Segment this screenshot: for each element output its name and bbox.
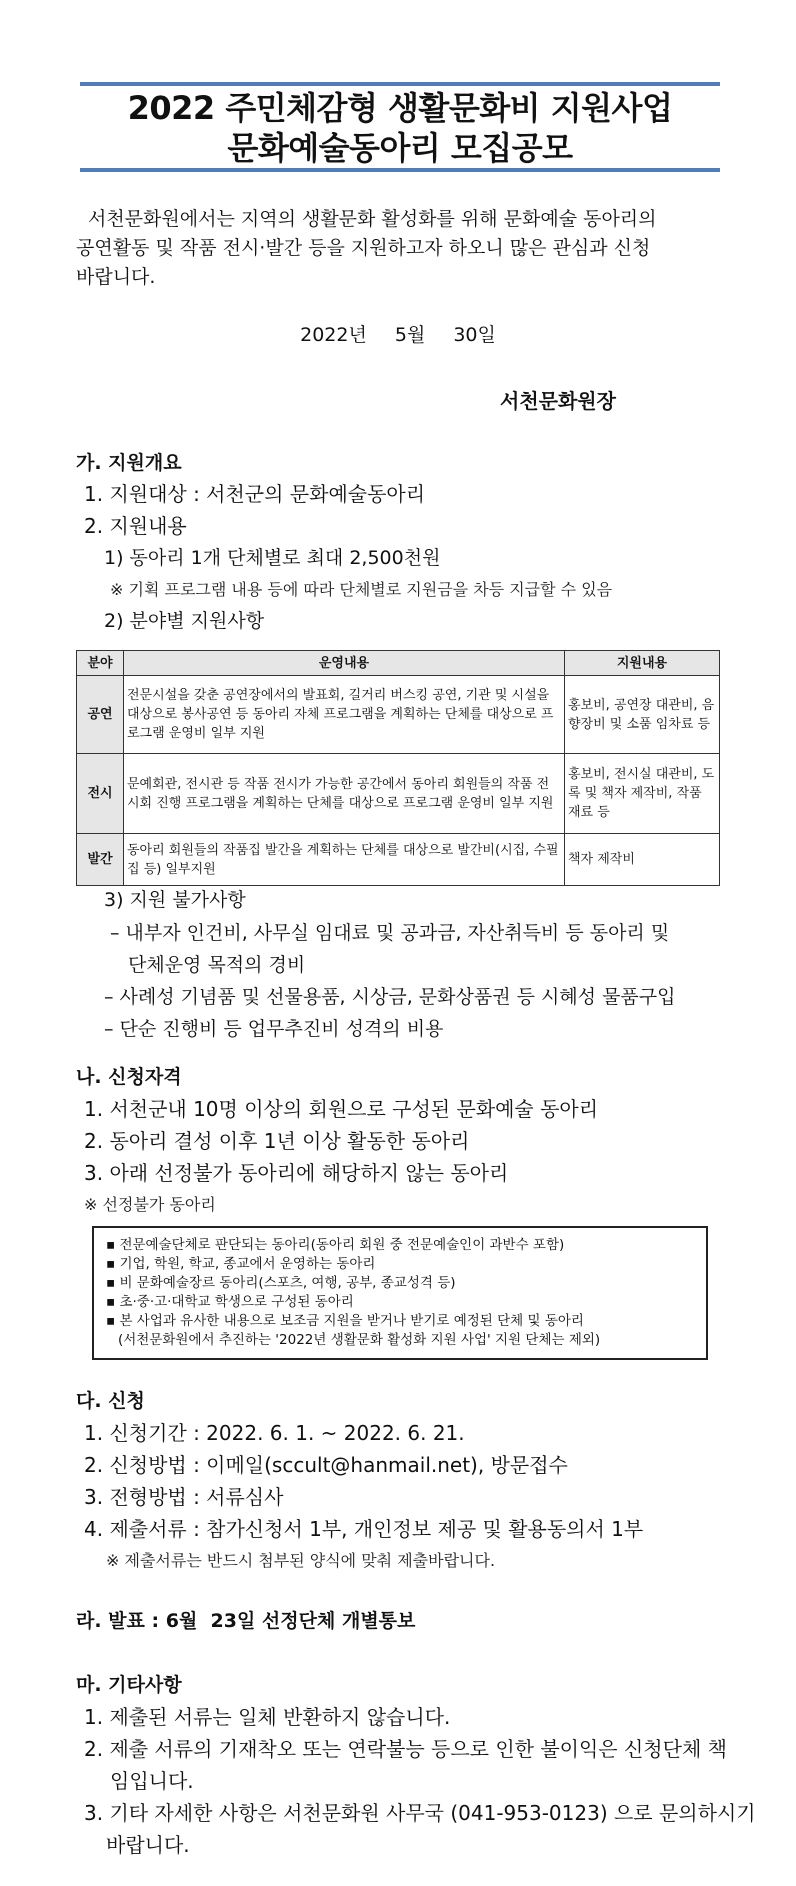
na-item-3: 3. 아래 선정불가 동아리에 해당하지 않는 동아리 bbox=[84, 1161, 509, 1185]
signature: 서천문화원장 bbox=[500, 389, 616, 413]
intro-paragraph bbox=[76, 205, 726, 292]
box-item: ▪ 전문예술단체로 판단되는 동아리(동아리 회원 중 전문예술인이 과반수 포함) bbox=[106, 1237, 565, 1253]
intro-line: 바랍니다. bbox=[76, 266, 156, 288]
ma-item-3a: 3. 기타 자세한 사항은 서천문화원 사무국 (041-953-0123) 으로 문의하시기 bbox=[84, 1801, 756, 1825]
ga-dash-1b: 단체운영 목적의 경비 bbox=[128, 954, 306, 976]
table-cell-category: 전시 bbox=[77, 754, 124, 834]
announcement-date: 2022년 5월 30일 bbox=[300, 324, 496, 346]
da-item-4: 4. 제출서류 : 참가신청서 1부, 개인정보 제공 및 활용동의서 1부 bbox=[84, 1517, 644, 1541]
box-item: ▪ 본 사업과 유사한 내용으로 보조금 지원을 받거나 받기로 예정된 단체 및 동아리 bbox=[106, 1313, 584, 1329]
table-cell-content: 동아리 회원들의 작품집 발간을 계획하는 단체를 대상으로 발간비(시집, 수필집 등) 일부지원 bbox=[124, 834, 565, 886]
table-cell-support: 홍보비, 공연장 대관비, 음향장비 및 소품 임차료 등 bbox=[565, 676, 720, 754]
ga-sub-1-note: ※ 기획 프로그램 내용 등에 따라 단체별로 지원금을 차등 지급할 수 있음 bbox=[110, 580, 613, 599]
section-heading-ra: 라. 발표 : 6월 23일 선정단체 개별통보 bbox=[76, 1610, 416, 1632]
na-note: ※ 선정불가 동아리 bbox=[84, 1195, 216, 1214]
table-header: 분야 bbox=[77, 651, 124, 676]
page-title-line1: 2022 주민체감형 생활문화비 지원사업 bbox=[127, 89, 673, 127]
intro-line: 공연활동 및 작품 전시·발간 등을 지원하고자 하오니 많은 관심과 신청 bbox=[76, 237, 651, 259]
ga-sub-1: 1) 동아리 1개 단체별로 최대 2,500천원 bbox=[104, 547, 441, 569]
ga-sub-2: 2) 분야별 지원사항 bbox=[104, 610, 265, 632]
ga-dash-3: – 단순 진행비 등 업무추진비 성격의 비용 bbox=[104, 1018, 444, 1040]
ga-dash-2: – 사례성 기념품 및 선물용품, 시상금, 문화상품권 등 시혜성 물품구입 bbox=[104, 986, 676, 1008]
ma-item-2b: 임입니다. bbox=[110, 1769, 194, 1793]
da-item-2: 2. 신청방법 : 이메일(sccult@hanmail.net), 방문접수 bbox=[84, 1453, 568, 1477]
table-cell-content: 문예회관, 전시관 등 작품 전시가 가능한 공간에서 동아리 회원들의 작품 전시회 진행 프로그램을 계획하는 단체를 대상으로 프로그램 운영비 일부 지원 bbox=[124, 754, 565, 834]
ma-item-3b: 바랍니다. bbox=[106, 1833, 190, 1857]
section-heading-na: 나. 신청자격 bbox=[76, 1066, 182, 1088]
box-item: ▪ 초·중·고·대학교 학생으로 구성된 동아리 bbox=[106, 1294, 354, 1310]
section-heading-da: 다. 신청 bbox=[76, 1390, 145, 1412]
table-header-row bbox=[77, 651, 720, 676]
ga-sub-3: 3) 지원 불가사항 bbox=[104, 889, 246, 911]
table-cell-content: 전문시설을 갖춘 공연장에서의 발표회, 길거리 버스킹 공연, 기관 및 시설을 대상으로 봉사공연 등 동아리 자체 프로그램을 계획하는 단체를 대상으로 프로그램 운영비 일부 지원 bbox=[124, 676, 565, 754]
intro-line: 서천문화원에서는 지역의 생활문화 활성화를 위해 문화예술 동아리의 bbox=[88, 208, 657, 230]
ineligible-clubs-box bbox=[92, 1226, 708, 1360]
ga-item-1: 1. 지원대상 : 서천군의 문화예술동아리 bbox=[84, 482, 426, 506]
table-header: 운영내용 bbox=[124, 651, 565, 676]
table-row bbox=[77, 676, 720, 754]
box-item: ▪ 기업, 학원, 학교, 종교에서 운영하는 동아리 bbox=[106, 1256, 376, 1272]
da-note: ※ 제출서류는 반드시 첨부된 양식에 맞춰 제출바랍니다. bbox=[106, 1551, 496, 1570]
table-header: 지원내용 bbox=[565, 651, 720, 676]
ma-item-1: 1. 제출된 서류는 일체 반환하지 않습니다. bbox=[84, 1705, 451, 1729]
page-title-line2: 문화예술동아리 모집공모 bbox=[227, 129, 573, 167]
table-row bbox=[77, 754, 720, 834]
section-heading-ga: 가. 지원개요 bbox=[76, 452, 182, 474]
da-item-1: 1. 신청기간 : 2022. 6. 1. ~ 2022. 6. 21. bbox=[84, 1421, 465, 1445]
table-cell-category: 공연 bbox=[77, 676, 124, 754]
na-item-1: 1. 서천군내 10명 이상의 회원으로 구성된 문화예술 동아리 bbox=[84, 1097, 599, 1121]
support-table bbox=[76, 650, 720, 886]
table-cell-support: 책자 제작비 bbox=[565, 834, 720, 886]
title-bottom-rule bbox=[80, 168, 720, 172]
da-item-3: 3. 전형방법 : 서류심사 bbox=[84, 1485, 284, 1509]
title-top-rule bbox=[80, 82, 720, 86]
table-cell-support: 홍보비, 전시실 대관비, 도록 및 책자 제작비, 작품 재료 등 bbox=[565, 754, 720, 834]
table-row bbox=[77, 834, 720, 886]
ga-dash-1a: – 내부자 인건비, 사무실 임대료 및 공과금, 자산취득비 등 동아리 및 bbox=[110, 922, 670, 944]
na-item-2: 2. 동아리 결성 이후 1년 이상 활동한 동아리 bbox=[84, 1129, 470, 1153]
table-cell-category: 발간 bbox=[77, 834, 124, 886]
box-item: (서천문화원에서 추진하는 '2022년 생활문화 활성화 지원 사업' 지원 단체는 제외) bbox=[118, 1332, 601, 1348]
box-item: ▪ 비 문화예술장르 동아리(스포츠, 여행, 공부, 종교성격 등) bbox=[106, 1275, 456, 1291]
ga-item-2: 2. 지원내용 bbox=[84, 514, 187, 538]
section-heading-ma: 마. 기타사항 bbox=[76, 1674, 182, 1696]
ma-item-2a: 2. 제출 서류의 기재착오 또는 연락불능 등으로 인한 불이익은 신청단체 책 bbox=[84, 1737, 727, 1761]
